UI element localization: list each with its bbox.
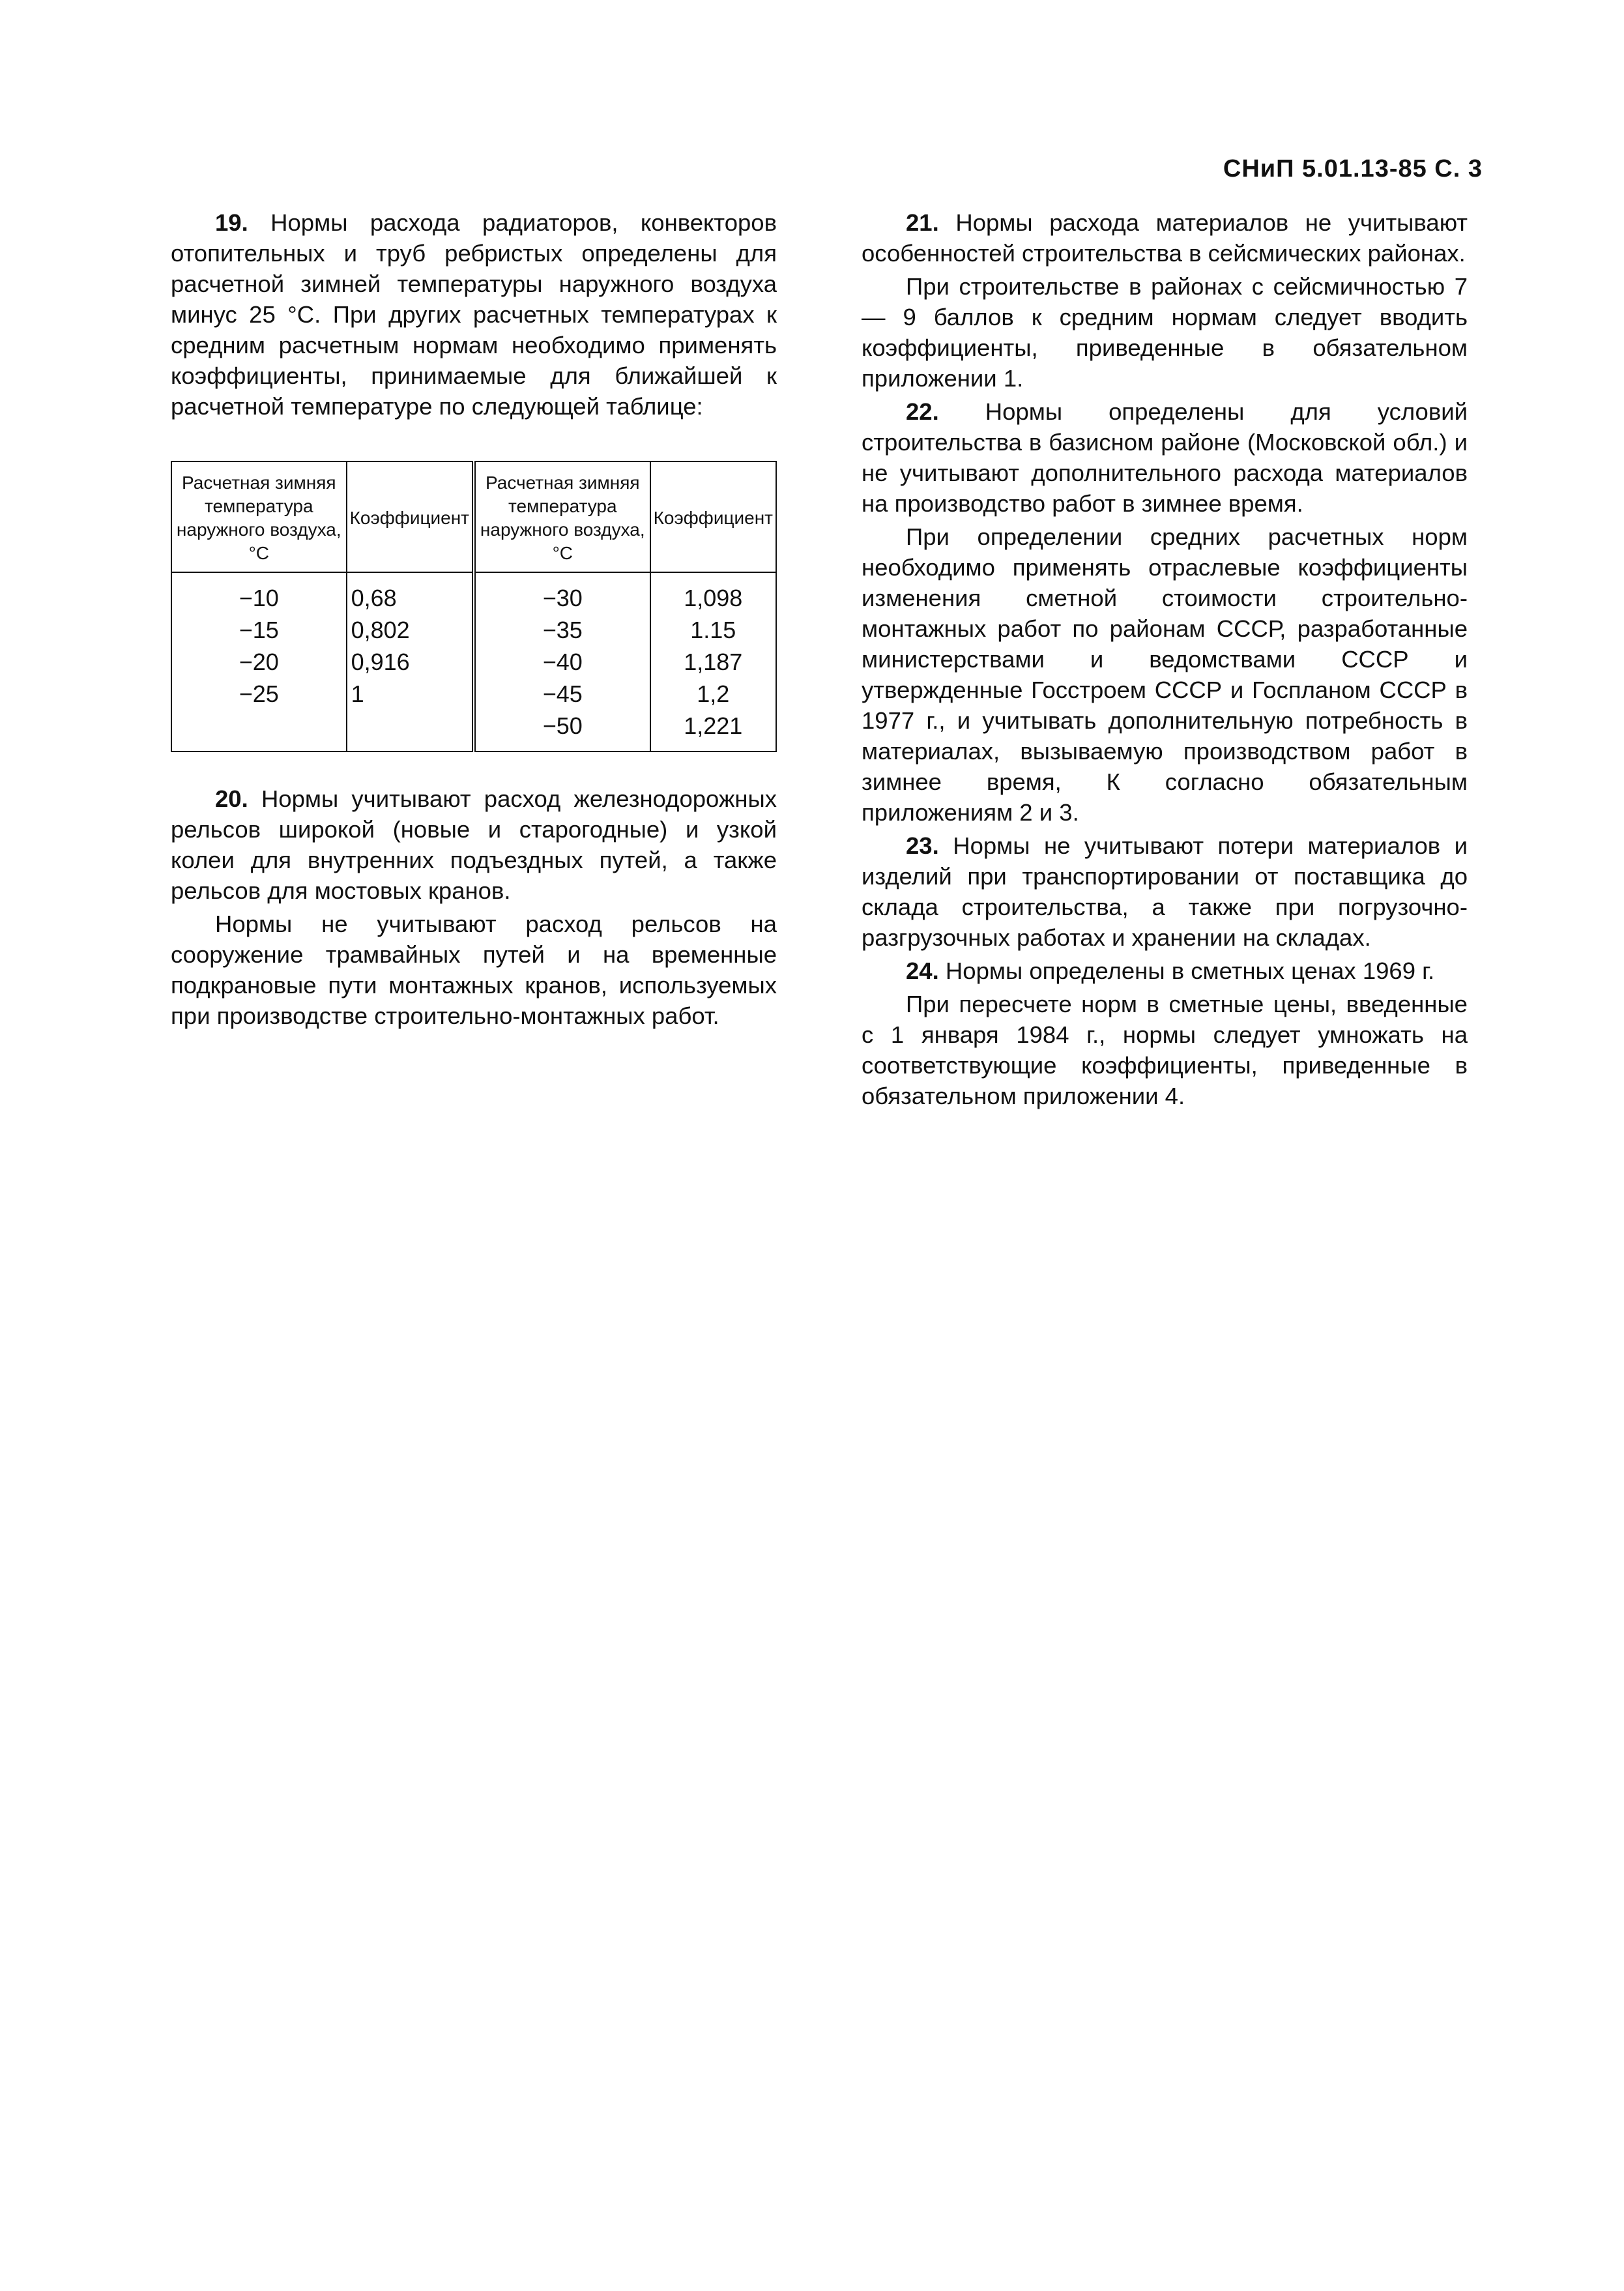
paragraph-20 xyxy=(171,783,777,906)
paragraph-24-continued xyxy=(862,989,1468,1111)
paragraph-number: 21. xyxy=(906,209,939,236)
table-row xyxy=(171,572,776,614)
paragraph-19 xyxy=(171,207,777,422)
table-row xyxy=(171,646,776,678)
cell-temperature: −45 xyxy=(474,678,650,710)
paragraph-number: 23. xyxy=(906,832,939,859)
cell-temperature: −40 xyxy=(474,646,650,678)
table-row xyxy=(171,678,776,710)
temperature-coefficient-table xyxy=(171,461,777,752)
paragraph-text: При пересчете норм в сметные цены, введенные с 1 января 1984 г., нормы следует умножать на соответствующие коэффициенты, приведенные в обязательном приложении 4. xyxy=(862,991,1468,1109)
paragraph-21-continued xyxy=(862,271,1468,394)
cell-coefficient: 0,68 xyxy=(347,572,474,614)
paragraph-number: 24. xyxy=(906,957,939,984)
left-column xyxy=(171,207,777,1031)
cell-temperature: −50 xyxy=(474,710,650,752)
cell-temperature: −35 xyxy=(474,614,650,646)
paragraph-text: Нормы не учитывают потери материалов и изделий при транспортировании от поставщика до склада строительства, а также при погрузочно-разгрузочных работах и хранении на складах. xyxy=(862,832,1468,951)
paragraph-text: Нормы расхода материалов не учитывают особенностей строительства в сейсмических районах. xyxy=(862,209,1468,267)
paragraph-text: При строительстве в районах с сейсмичностью 7 — 9 баллов к средним нормам следует вводить коэффициенты, приведенные в обязательном приложении 1. xyxy=(862,273,1468,392)
paragraph-text: Нормы определены в сметных ценах 1969 г. xyxy=(945,957,1435,984)
cell-temperature: −15 xyxy=(171,614,347,646)
paragraph-text: При определении средних расчетных норм необходимо применять отраслевые коэффициенты изменения сметной стоимости строительно-монтажных работ по районам СССР, разработанные министерствами и ведомствами СССР и утвержденные Госстроем СССР и Госпланом СССР в 1977 г., и учитывать дополнительную потребность в материалах, вызываемую производством работ в зимнее время, К согласно обязательным приложениям 2 и 3. xyxy=(862,523,1468,826)
paragraph-21 xyxy=(862,207,1468,269)
paragraph-text: Нормы не учитывают расход рельсов на сооружение трамвайных путей и на временные подкрановые пути монтажных кранов, используемых при производстве строительно-монтажных работ. xyxy=(171,911,777,1029)
paragraph-22 xyxy=(862,396,1468,519)
paragraph-22-continued xyxy=(862,521,1468,828)
paragraph-text: Нормы учитывают расход железнодорожных рельсов широкой (новые и старогодные) и узкой колеи для внутренних подъездных путей, а также рельсов для мостовых кранов. xyxy=(171,785,777,904)
header-coefficient-2: Коэффициент xyxy=(650,461,776,572)
spacer xyxy=(171,752,777,783)
paragraph-number: 19. xyxy=(215,209,248,236)
cell-temperature: −30 xyxy=(474,572,650,614)
cell-coefficient: 1,098 xyxy=(650,572,776,614)
paragraph-24 xyxy=(862,956,1468,986)
table-row xyxy=(171,614,776,646)
cell-temperature xyxy=(171,710,347,752)
header-temperature-1: Расчетная зимняя температура наружного воздуха, °С xyxy=(171,461,347,572)
paragraph-text: Нормы расхода радиаторов, конвекторов отопительных и труб ребристых определены для расчетной зимней температуры наружного воздуха минус 25 °С. При других расчетных температурах к средним расчетным нормам необходимо применять коэффициенты, принимаемые для ближайшей к расчетной температуре по следующей таблице: xyxy=(171,209,777,420)
spacer xyxy=(171,422,777,461)
cell-coefficient: 1.15 xyxy=(650,614,776,646)
right-column xyxy=(862,207,1468,1111)
cell-coefficient: 0,802 xyxy=(347,614,474,646)
cell-temperature: −10 xyxy=(171,572,347,614)
header-temperature-2: Расчетная зимняя температура наружного воздуха, °С xyxy=(474,461,650,572)
cell-temperature: −20 xyxy=(171,646,347,678)
cell-coefficient: 1,221 xyxy=(650,710,776,752)
cell-coefficient: 0,916 xyxy=(347,646,474,678)
paragraph-text: Нормы определены для условий строительства в базисном районе (Московской обл.) и не учитывают дополнительного расхода материалов на производство работ в зимнее время. xyxy=(862,398,1468,517)
header-coefficient-1: Коэффициент xyxy=(347,461,474,572)
table-header-row xyxy=(171,461,776,572)
document-reference: СНиП 5.01.13-85 С. 3 xyxy=(1223,155,1483,182)
cell-coefficient: 1,2 xyxy=(650,678,776,710)
paragraph-23 xyxy=(862,830,1468,953)
cell-coefficient xyxy=(347,710,474,752)
cell-coefficient: 1,187 xyxy=(650,646,776,678)
paragraph-number: 20. xyxy=(215,785,248,812)
cell-coefficient: 1 xyxy=(347,678,474,710)
table-row xyxy=(171,710,776,752)
paragraph-number: 22. xyxy=(906,398,939,425)
paragraph-20-continued xyxy=(171,909,777,1031)
cell-temperature: −25 xyxy=(171,678,347,710)
